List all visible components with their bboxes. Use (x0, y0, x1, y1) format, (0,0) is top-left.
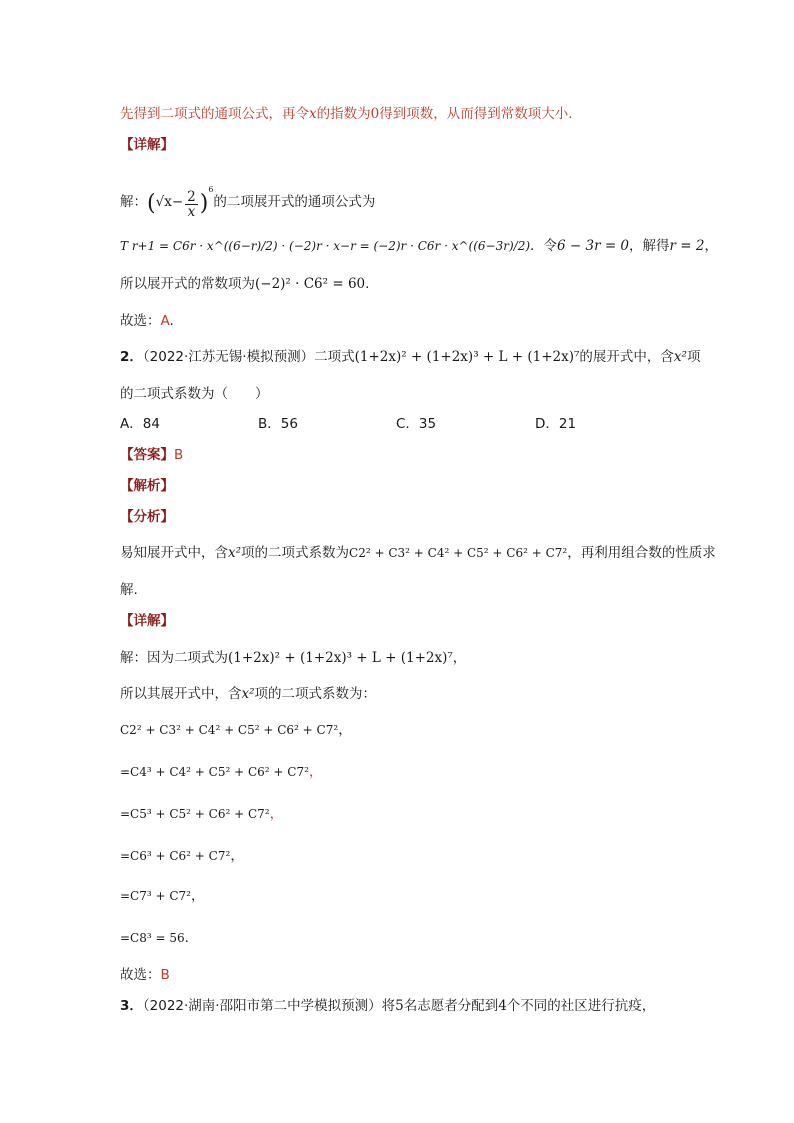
constant-term-line: 所以展开式的常数项为(−2)² · C6² = 60. (120, 276, 370, 292)
step-5: =C7³ + C7²， (120, 888, 205, 904)
option-d: D．21 (535, 416, 577, 432)
question-2-line-1: 2．（2022·江苏无锡·模拟预测）二项式(1+2x)² + (1+2x)³ + L + (1+2x)⁷的展开式中，含x²项 (120, 349, 701, 365)
step-3: =C5³ + C5² + C6² + C7²， (120, 806, 284, 822)
step-6: =C8³ = 56. (120, 930, 189, 946)
step-2: =C4³ + C4² + C5² + C6² + C7²， (120, 764, 323, 780)
heading-analysis: 【解析】 (120, 478, 174, 494)
option-a: A．84 (120, 416, 160, 432)
question-2-line-2: 的二项式系数为（ ） (120, 386, 269, 402)
solution-2-line-2: 所以其展开式中，含x²项的二项式系数为： (120, 686, 377, 702)
answer-line-2: 故选：B (120, 967, 170, 983)
option-b: B．56 (258, 416, 298, 432)
general-term-line: T r+1 = C6r · x^((6−r)/2) · (−2)r · x−r = (−2)r · C6r · x^((6−3r)/2)．令6 − 3r = 0，解得r = 2， (120, 238, 718, 254)
heading-detail-2: 【详解】 (120, 613, 174, 629)
step-4: =C6³ + C6² + C7²， (120, 848, 244, 864)
solution-2-line-1: 解：因为二项式为(1+2x)² + (1+2x)³ + L + (1+2x)⁷， (120, 650, 467, 666)
solution-1-line: 解：(√x− $\frac{2}{x}$ )$^6$的二项展开式的通项公式为 (120, 185, 376, 220)
fraction: $\frac{2}{x}$ (187, 189, 196, 220)
step-1: C2² + C3² + C4² + C5² + C6² + C7²， (120, 722, 352, 738)
answer-line-1: 故选：A. (120, 313, 174, 329)
question-3-line-1: 3．（2022·湖南·邵阳市第二中学模拟预测）将5名志愿者分配到4个不同的社区进行抗疫， (120, 998, 656, 1014)
analysis-line-1: 易知展开式中，含x²项的二项式系数为C2² + C3² + C4² + C5² + C6² + C7²，再利用组合数的性质求 (120, 545, 716, 561)
heading-fenxi: 【分析】 (120, 509, 174, 525)
option-c: C．35 (396, 416, 437, 432)
analysis-line-2: 解. (120, 582, 138, 598)
text-line-1: 先得到二项式的通项公式，再令x的指数为0得到项数，从而得到常数项大小. (120, 106, 573, 122)
heading-detail: 【详解】 (120, 137, 174, 153)
answer-tag: 【答案】B (120, 447, 184, 463)
